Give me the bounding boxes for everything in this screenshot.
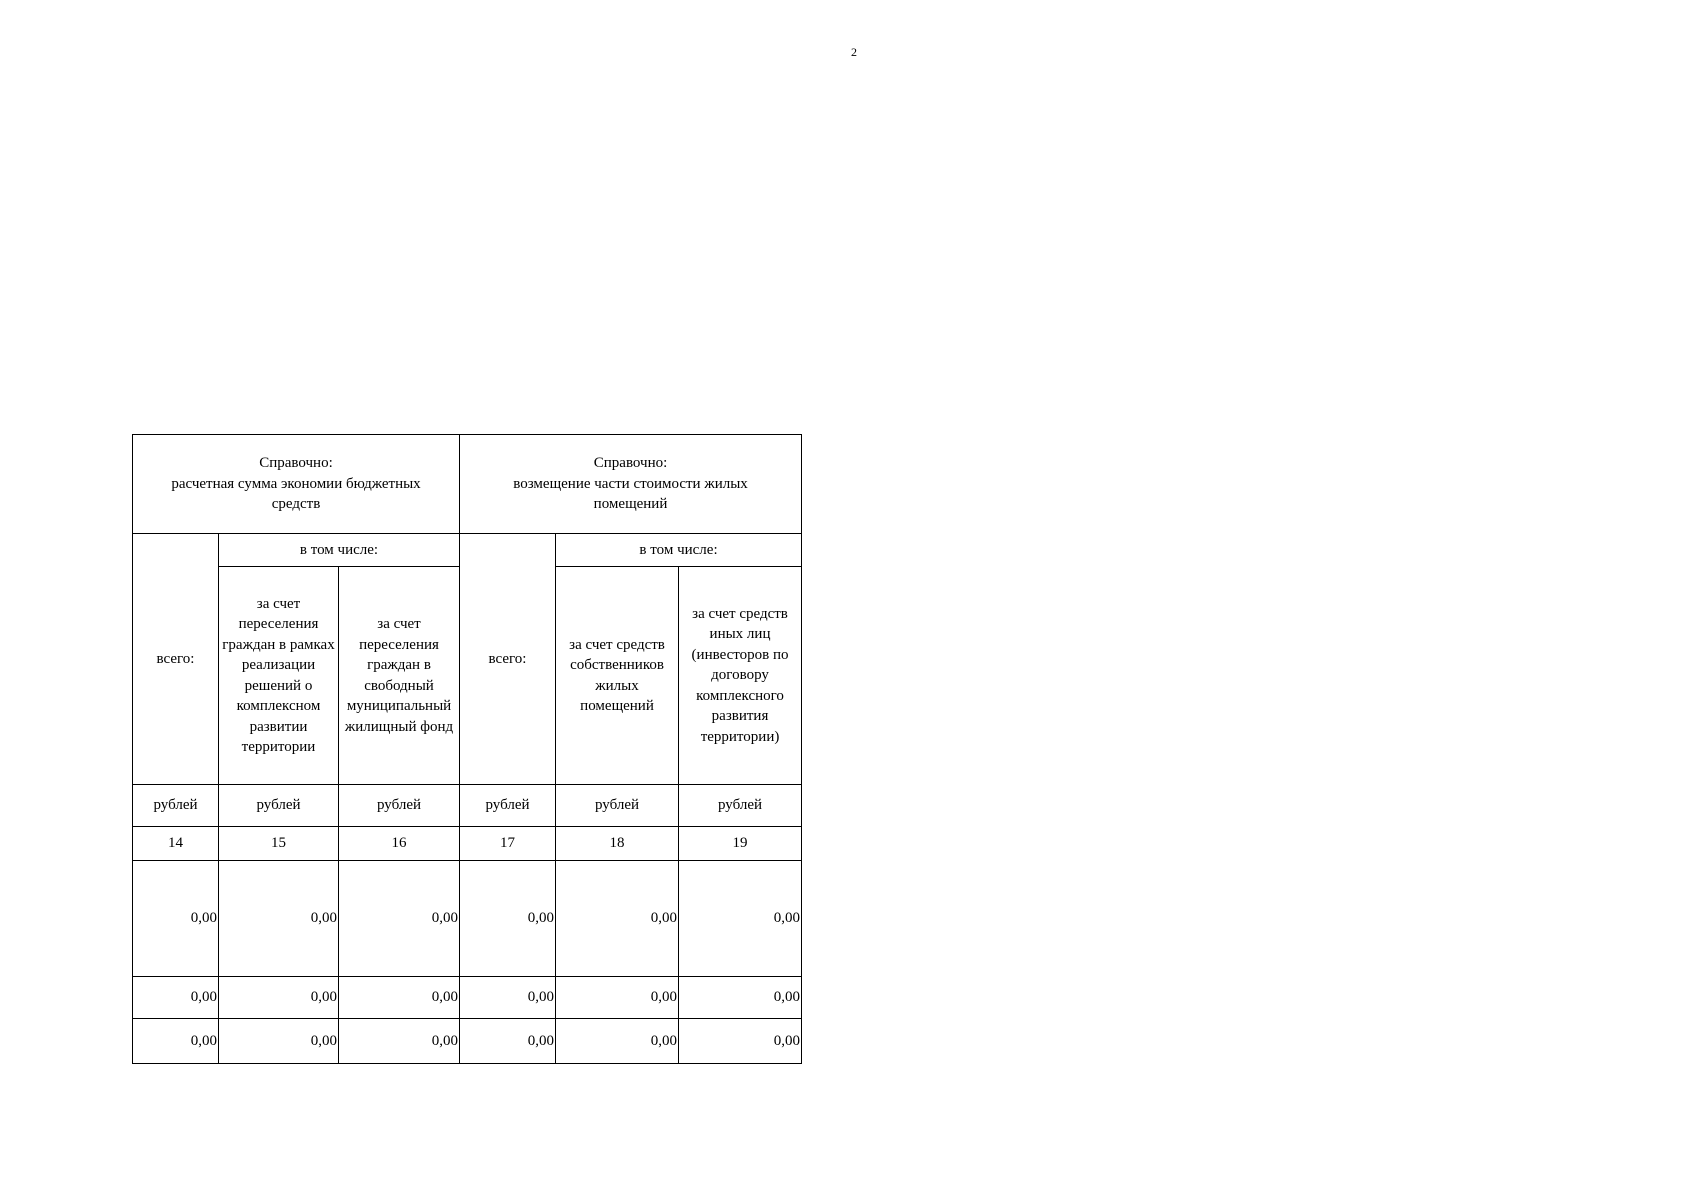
column-number-cell: 18 [556,827,679,861]
unit-cell: рублей [679,785,802,827]
units-row [133,785,802,827]
value-cell: 0,00 [460,1019,556,1064]
column-header-total: всего: [133,534,219,785]
value-cell: 0,00 [339,1019,460,1064]
value-cell: 0,00 [460,861,556,977]
column-header-investors-funds: за счет средств иных лиц (инвесторов по договору комплексного развития территории) [679,567,802,785]
column-header-resettlement-municipal-fund: за счет переселения граждан в свободный муниципальный жилищный фонд [339,567,460,785]
group-header-title: Справочно: [593,455,668,472]
value-cell: 0,00 [339,977,460,1019]
value-cell: 0,00 [339,861,460,977]
unit-cell: рублей [133,785,219,827]
unit-cell: рублей [339,785,460,827]
value-cell: 0,00 [219,861,339,977]
table-row [133,977,802,1019]
table-row [133,861,802,977]
group-header-title: Справочно: [259,455,333,472]
value-cell: 0,00 [679,861,802,977]
column-header-resettlement-kpt: за счет переселения граждан в рамках реализации решений о комплексном развитии территории [219,567,339,785]
column-number-cell: 19 [679,827,802,861]
column-number-cell: 16 [339,827,460,861]
table-subheader-row [133,534,802,567]
group-header-cost-compensation [460,435,802,534]
unit-cell: рублей [460,785,556,827]
column-number-cell: 14 [133,827,219,861]
value-cell: 0,00 [556,861,679,977]
unit-cell: рублей [219,785,339,827]
column-header-total: всего: [460,534,556,785]
page-number: 2 [851,45,857,59]
value-cell: 0,00 [460,977,556,1019]
group-header-budget-savings [133,435,460,534]
value-cell: 0,00 [133,861,219,977]
value-cell: 0,00 [219,1019,339,1064]
column-header-including: в том числе: [556,534,802,567]
column-number-cell: 17 [460,827,556,861]
unit-cell: рублей [556,785,679,827]
table-row [133,1019,802,1064]
value-cell: 0,00 [679,977,802,1019]
group-header-subtitle: возмещение части стоимости жилых помещений [513,475,748,513]
column-header-owners-funds: за счет средств собственников жилых помещений [556,567,679,785]
value-cell: 0,00 [133,977,219,1019]
column-numbers-row [133,827,802,861]
reference-table [132,434,802,1064]
value-cell: 0,00 [133,1019,219,1064]
column-number-cell: 15 [219,827,339,861]
value-cell: 0,00 [219,977,339,1019]
table-header-row [133,435,802,534]
value-cell: 0,00 [556,977,679,1019]
column-header-including: в том числе: [219,534,460,567]
group-header-subtitle: расчетная сумма экономии бюджетных средств [171,475,421,513]
value-cell: 0,00 [556,1019,679,1064]
value-cell: 0,00 [679,1019,802,1064]
